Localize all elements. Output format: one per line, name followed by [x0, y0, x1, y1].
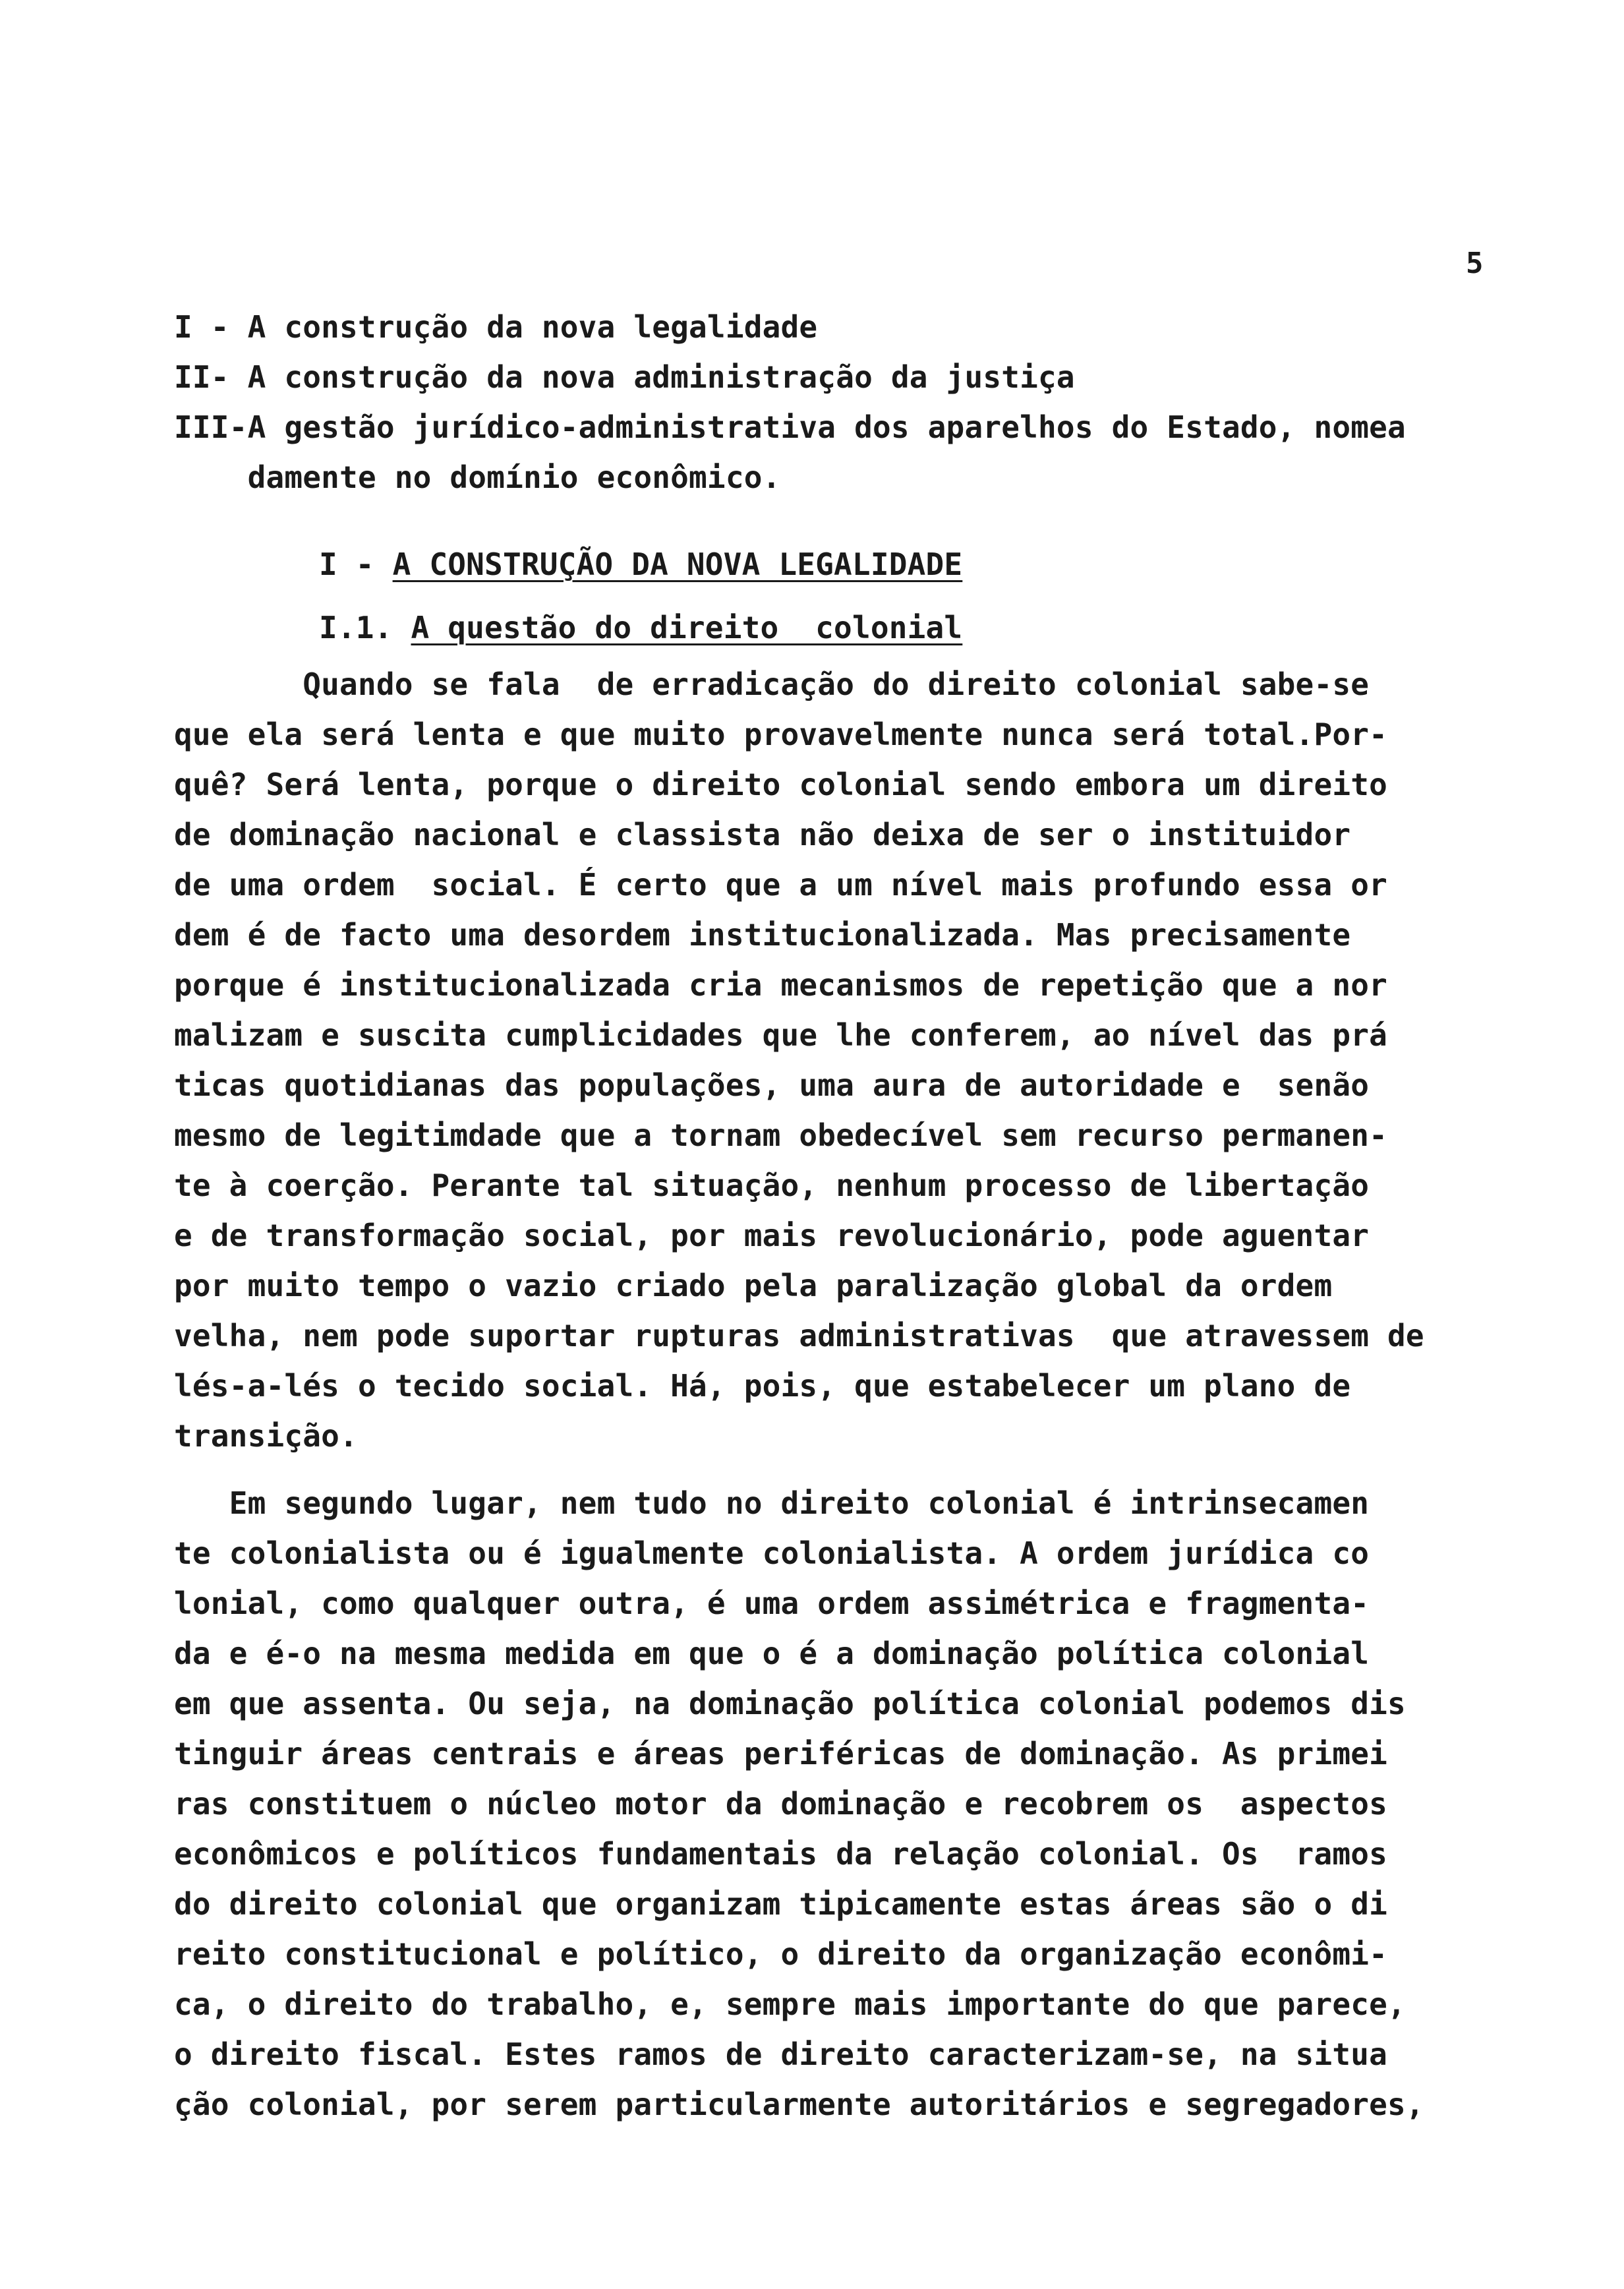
paragraph-line: de uma ordem social. É certo que a um nível mais profundo essa or	[174, 867, 1388, 903]
paragraph-line: e de transformação social, por mais revolucionário, pode aguentar	[174, 1218, 1370, 1253]
paragraph-line: quê? Será lenta, porque o direito colonial sendo embora um direito	[174, 767, 1388, 802]
outline-item-1: I - A construção da nova legalidade	[174, 309, 818, 345]
subsection-heading-prefix: I.1.	[319, 610, 411, 645]
paragraph-line: malizam e suscita cumplicidades que lhe conferem, ao nível das prá	[174, 1017, 1388, 1053]
paragraph-line: de dominação nacional e classista não deixa de ser o instituidor	[174, 817, 1351, 852]
paragraph-line: por muito tempo o vazio criado pela paralização global da ordem	[174, 1268, 1333, 1303]
paragraph-line: o direito fiscal. Estes ramos de direito caracterizam-se, na situa	[174, 2036, 1388, 2072]
paragraph-line: do direito colonial que organizam tipicamente estas áreas são o di	[174, 1886, 1388, 1922]
paragraph-line: porque é institucionalizada cria mecanismos de repetição que a nor	[174, 967, 1388, 1003]
outline-item-3-continued: damente no domínio econômico.	[174, 460, 781, 495]
paragraph-line: lonial, como qualquer outra, é uma ordem assimétrica e fragmenta-	[174, 1586, 1370, 1621]
section-heading-title: A CONSTRUÇÃO DA NOVA LEGALIDADE	[392, 547, 963, 582]
paragraph-line: da e é-o na mesma medida em que o é a dominação política colonial	[174, 1636, 1370, 1671]
subsection-heading	[319, 608, 962, 647]
subsection-heading-title: A questão do direito colonial	[411, 610, 963, 645]
paragraph-line: ras constituem o núcleo motor da dominação e recobrem os aspectos	[174, 1786, 1388, 1822]
section-heading-prefix: I -	[319, 547, 393, 582]
paragraph-line: Quando se fala de erradicação do direito colonial sabe-se	[174, 667, 1370, 702]
paragraph-line: te colonialista ou é igualmente colonialista. A ordem jurídica co	[174, 1535, 1370, 1571]
paragraph-line: ca, o direito do trabalho, e, sempre mais importante do que parece,	[174, 1986, 1406, 2022]
paragraph-line: transição.	[174, 1418, 358, 1454]
paragraph-line: Em segundo lugar, nem tudo no direito colonial é intrinsecamen	[174, 1485, 1370, 1521]
outline-item-2: II- A construção da nova administração da justiça	[174, 359, 1075, 395]
outline-item-3: III-A gestão jurídico-administrativa dos aparelhos do Estado, nomea	[174, 409, 1406, 445]
paragraph-line: econômicos e políticos fundamentais da relação colonial. Os ramos	[174, 1836, 1388, 1872]
paragraph-line: lés-a-lés o tecido social. Há, pois, que estabelecer um plano de	[174, 1368, 1351, 1404]
page-number: 5	[1466, 247, 1484, 280]
paragraph-line: em que assenta. Ou seja, na dominação política colonial podemos dis	[174, 1686, 1406, 1721]
paragraph-line: ticas quotidianas das populações, uma aura de autoridade e senão	[174, 1067, 1370, 1103]
paragraph-line: tinguir áreas centrais e áreas periféricas de dominação. As primei	[174, 1736, 1388, 1771]
paragraph-line: mesmo de legitimdade que a tornam obedecível sem recurso permanen-	[174, 1117, 1388, 1153]
section-heading	[319, 545, 962, 584]
paragraph-line: dem é de facto uma desordem institucionalizada. Mas precisamente	[174, 917, 1351, 953]
paragraph-line: velha, nem pode suportar rupturas administrativas que atravessem de	[174, 1318, 1424, 1353]
paragraph-line: ção colonial, por serem particularmente autoritários e segregadores,	[174, 2087, 1424, 2122]
paragraph-line: reito constitucional e político, o direito da organização econômi-	[174, 1936, 1388, 1972]
paragraph-line: te à coerção. Perante tal situação, nenhum processo de libertação	[174, 1168, 1370, 1203]
paragraph-line: que ela será lenta e que muito provavelmente nunca será total.Por-	[174, 717, 1388, 752]
